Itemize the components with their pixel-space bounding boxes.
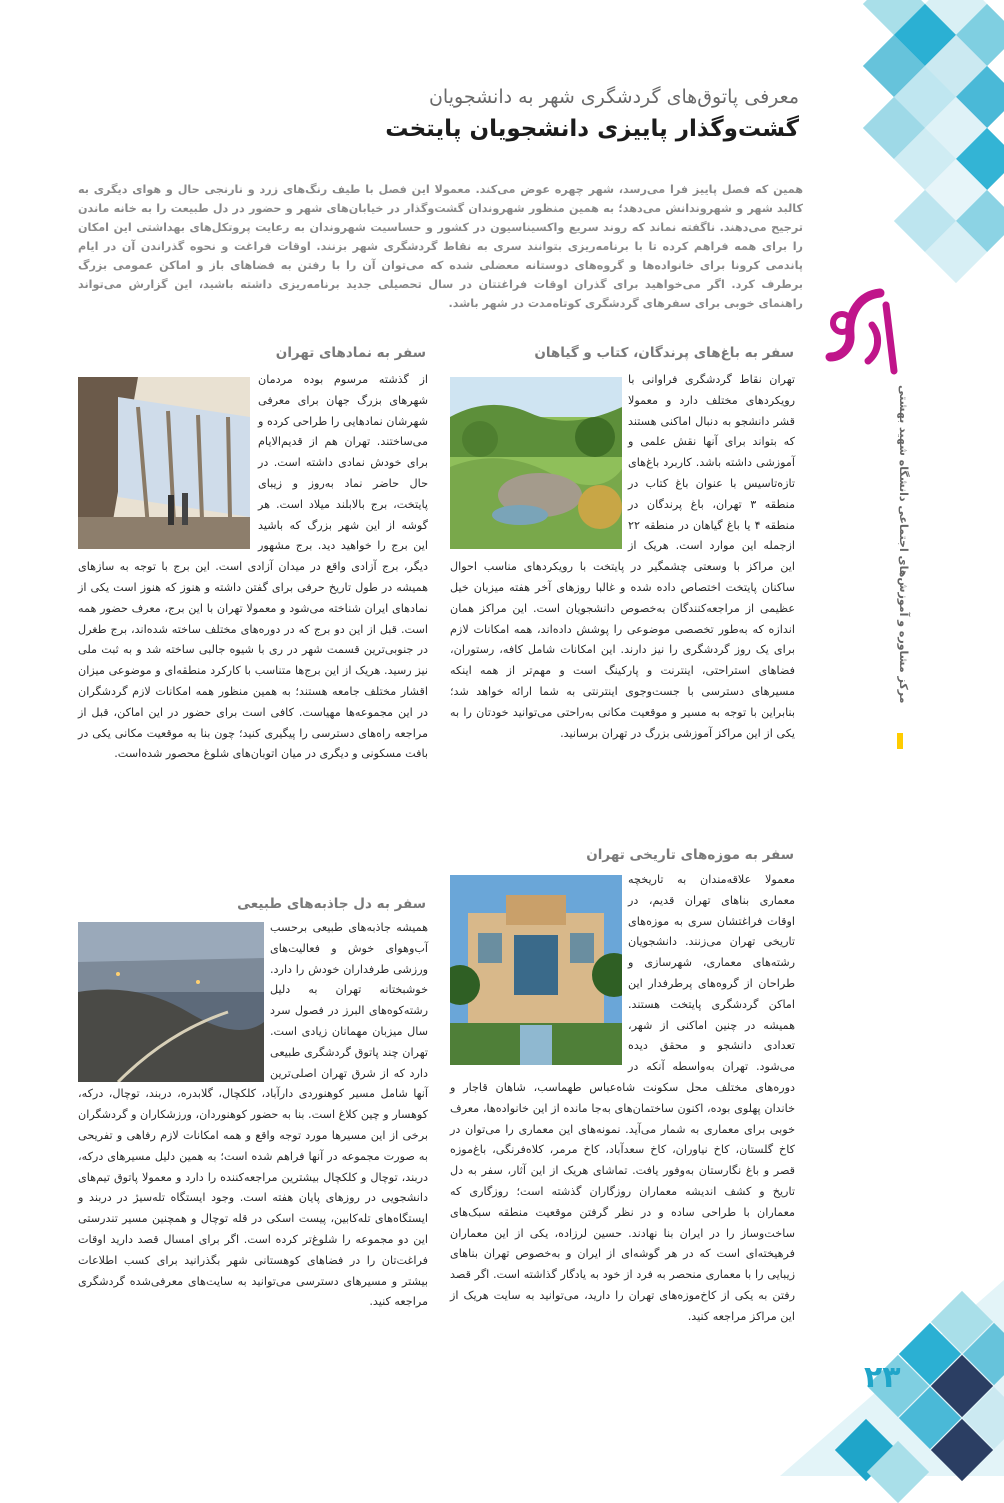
nature-paragraph: همیشه جاذبه‌های طبیعی برحسب آب‌وهوای خوش و فعالیت‌های ورزشی طرفداران خودش را دارد. خوشبختانه تهران به دلیل رشته‌کوه‌های البرز در فصول سرد سال میزبان مهمانان زیادی است. تهران چند پاتوق گردشگری طبیعی دارد که از شرق تهران اصلی‌ترین آنها شامل مسیر کوهنوردی دارآباد، کلکچال، گلابدره، دربند، توچال، درکه، کوهسار و چین کلاغ است. بنا به حضور کوهنوردان، ورزشکاران و گردشگران برخی از این مسیرها مورد توجه واقع و همه امکانات لازم رفاهی و تفریحی به صورت مجموعه در آنها فراهم شده است؛ به همین دلیل مسیرهای درکه، دربند، توچال و کلکچال بیشترین مراجعه‌کننده را دارد و معمولا پاتوق تیم‌های دانشجویی در روزهای پایان هفته است. وجود ایستگاه تله‌سیژ در دربند و ایستگاه‌های تله‌کابین، پیست اسکی در قله توچال و همچنین مسیر تندرستی این دو مجموعه را شلوغ‌تر کرده است. اگر برای امسال قصد دارید اوقات فراغت‌تان را در فضاهای کوهستانی شهر بگذرانید برای کسب اطلاعات بیشتر و مسیرهای دسترسی می‌توانید به سایت‌های معرفی‌شده گردشگری مراجعه کنید. [78,921,428,1309]
section-text-museums [450,870,795,1328]
section-heading-gardens: سفر به باغ‌های پرندگان، کتاب و گیاهان [534,345,794,361]
section-text-gardens [450,370,795,744]
article-kicker: معرفی پاتوق‌های گردشگری شهر به دانشجویان [428,86,799,108]
publisher-label: مرکز مشاوره و آموزش‌های اجتماعی دانشگاه شهید بهشتی [897,385,910,704]
section-heading-nature: سفر به دل جاذبه‌های طبیعی [237,896,426,912]
section-heading-symbols: سفر به نمادهای تهران [275,345,426,361]
section-heading-museums: سفر به موزه‌های تاریخی تهران [586,847,794,863]
section-text-nature [78,918,428,1313]
symbols-paragraph: از گذشته مرسوم بوده مردمان شهرهای بزرگ جهان برای معرفی شهرشان نمادهایی را طراحی کرده و می‌ساختند. تهران هم از قدیم‌الایام برای خودش نمادی داشته است. در حال حاضر نماد به‌روز و زیبای پایتخت، برج بالابلند میلاد است. هر گوشه از این شهر بزرگ که باشید این برج را خواهید دید. برج مشهور دیگر، برج آزادی واقع در میدان آزادی است. این برج با توجه به سازهای همیشه در طول تاریخ حرفی برای گفتن داشته و هنوز که هنوز است یکی از نمادهای ایران شناخته می‌شود و معمولا تهران با این برج، معرف حضور همه است. قبل از این دو برج که در دوره‌های مختلف ساخته شده‌اند، برج طغرل در جنوبی‌ترین قسمت شهر در ری با شیوه جالبی ساخته شد و به ثبت ملی نیز رسید. هریک از این برج‌ها متناسب با کارکرد منطقه‌ای و موضوعی میزان اقشار مختلف جامعه هستند؛ به همین منظور همه امکانات لازم گردشگران در این مجموعه‌ها مهیاست. کافی است برای حضور در این اماکن، قبل از مراجعه راه‌های دسترسی را پیگیری کنید؛ چون بنا به موقعیت مکانی یکی در بافت مسکونی و دیگری در میان اتوبان‌های شلوغ محصور شده‌است. [78,373,428,761]
article-title: گشت‌وگذار پاییزی دانشجویان پایتخت [385,116,799,142]
section-text-symbols [78,370,428,765]
museums-paragraph: معمولا علاقه‌مندان به تاریخچه معماری بناهای تهران قدیم، در اوقات فراغتشان سری به موزه‌های تاریخی تهران می‌زنند. دانشجویان رشته‌های معماری، شهرسازی و طراحان از گروه‌های پرطرفدار این اماکن گردشگری پایتخت هستند. همیشه در چنین اماکنی از شهر، تعدادی دانشجو و محقق دیده می‌شود. تهران به‌واسطه آنکه در دوره‌های مختلف محل سکونت شاه‌عباس طهماسب، شاهان قاجار و خاندان پهلوی بوده، اکنون ساختمان‌های به‌جا مانده از این خانواده‌ها، معرف خوبی برای معماری به شمار می‌آید. نمونه‌های این معماری را می‌توان در کاخ گلستان، کاخ نیاوران، کاخ سعدآباد، کاخ مرمر، کلاه‌فرنگی، باغ‌موزه قصر و باغ نگارستان به‌وفور یافت. تماشای هریک از این آثار، سفر به دل تاریخ و کشف اندیشه معماران روزگاران گذشته است؛ روزگاری که معماران با طراحی ساده و در نظر گرفتن موقعیت منطقه سبک‌های ساخت‌وساز را در ایران بنا نهادند. حسین لرزاده، یکی از این معماران فرهیخته‌ای است که در هر گوشه‌ای از ایران و به‌خصوص تهران بناهای زیبایی را با معماری منحصر به فرد از خود به یادگار گذاشته است. اگر قصد رفتن به یکی از کاخ‌موزه‌های تهران را دارید، می‌توانید به سایت هریک از این مراکز مراجعه کنید. [450,873,795,1323]
magazine-logo [820,285,900,380]
gardens-paragraph: تهران نقاط گردشگری فراوانی با رویکردهای مختلف دارد و معمولا قشر دانشجو به دنبال اماکنی هستند که بتواند برای آنها نقش علمی و آموزشی داشته باشد. کاربرد باغ‌های تازه‌تاسیس با عنوان باغ کتاب در منطقه ۳ تهران، باغ پرندگان در منطقه ۴ یا باغ گیاهان در منطقه ۲۲ ازجمله این موارد است. هریک از این مراکز با وسعتی چشمگیر در پایتخت با رویکردهای مناسب احوال ساکنان پایتخت اختصاص داده شده و غالبا روزهای آخر هفته میزبان خیل عظیمی از مراجعه‌کنندگان به‌خصوص دانشجویان است. این مراکز همان اندازه که به‌طور تخصصی موضوعی را پوشش داده‌اند، همه امکانات لازم برای یک روز گردشگری را نیز دارند. این امکانات شامل کافه، رستوران، فضاهای استراحتی، اینترنت و پارکینگ است و مهم‌تر از همه اینکه مسیرهای دسترسی با جست‌وجوی اینترنتی به شما ارائه خواهد شد؛ بنابراین با توجه به مسیر و موقعیت مکانی به‌راحتی می‌توانید خودتان را به یکی از این مراکز آموزشی بزرگ در تهران برسانید. [450,373,796,740]
accent-bar [897,733,903,749]
article-intro: همین که فصل پاییز فرا می‌رسد، شهر چهره عوض می‌کند. معمولا این فصل با طیف رنگ‌های زرد و نارنجی حال و هوای دیگری به کالبد شهر و شهروندانش می‌دهد؛ به همین منظور شهروندان گشت‌وگذار در خیابان‌های شهر و حضور در دل طبیعت را به خانه ماندن ترجیح می‌دهند. ناگفته نماند که روند سریع واکسیناسیون در کشور و حساسیت شهروندان به رعایت پروتکل‌های بهداشتی این امکان را برای همه فراهم کرده تا با برنامه‌ریزی بتوانند سری به نقاط گردشگری شهر بزنند. اوقات فراغت و نحوه گذراندن آن در ایام پاندمی کرونا برای خانواده‌ها و گروه‌های دوستانه معضلی شده که می‌توان آن را با رفتن به فضاهای باز و اماکن عمومی بزرگ برطرف کرد. اگر می‌خواهید برای گذران اوقات فراغتتان در سال تحصیلی جدید برنامه‌ریزی داشته باشید، این گزارش می‌تواند راهنمای خوبی برای سفرهای گردشگری کوتاه‌مدت در شهر باشد. [78,183,803,310]
page-number: ۲۳ [864,1360,901,1395]
top-right-mosaic [810,0,1004,300]
